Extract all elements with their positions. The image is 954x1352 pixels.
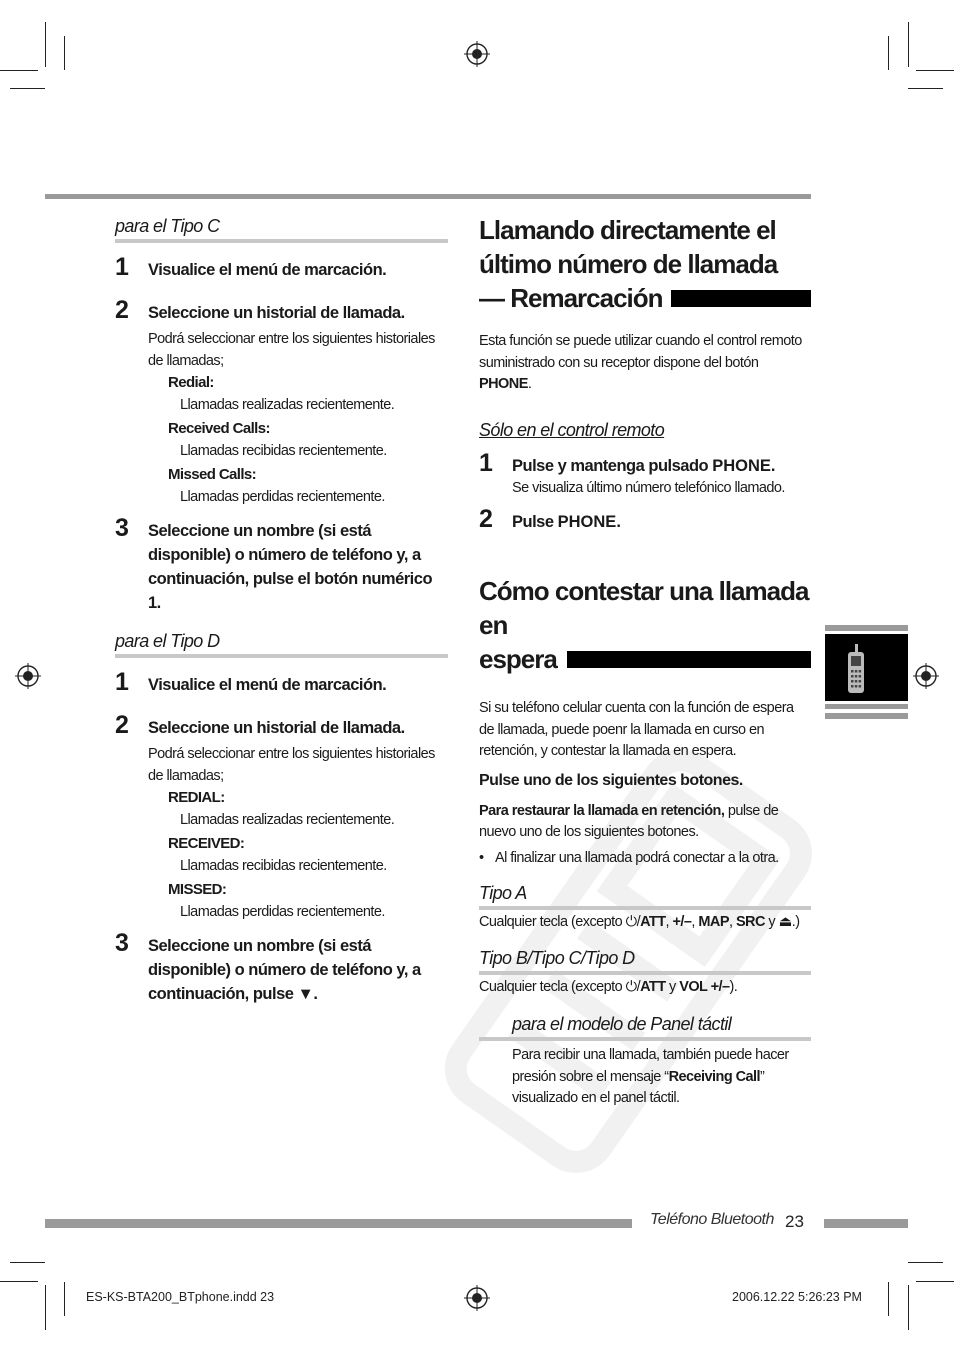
step-text: Seleccione un nombre (si está disponible) o número de teléfono y, a continuación, pulse ▼. bbox=[148, 937, 421, 1003]
option-desc: Llamadas realizadas recientemente. bbox=[180, 397, 395, 413]
step-text: Seleccione un nombre (si está disponible) o número de teléfono y, a continuación, pulse el botón numérico 1. bbox=[148, 522, 433, 612]
panel-text bbox=[479, 1045, 811, 1110]
tab-rule bbox=[825, 713, 908, 719]
page-number: 23 bbox=[785, 1212, 804, 1231]
step bbox=[115, 298, 448, 325]
section-tab bbox=[825, 625, 908, 720]
right-column bbox=[479, 213, 811, 1110]
footer-section-name: Teléfono Bluetooth bbox=[650, 1211, 774, 1228]
panel-block bbox=[479, 1014, 811, 1110]
option-desc: Llamadas recibidas recientemente. bbox=[180, 443, 387, 459]
subheading: Tipo A bbox=[479, 883, 527, 903]
key-label: ATT bbox=[640, 978, 666, 995]
registration-mark-icon bbox=[15, 663, 41, 689]
top-rule bbox=[45, 194, 811, 199]
step-body: Podrá seleccionar entre los siguientes historiales de llamadas; bbox=[148, 331, 435, 369]
option-item: Redial: Llamadas realizadas recientemente. bbox=[168, 372, 448, 416]
option-item: REDIAL: Llamadas realizadas recientemente. bbox=[168, 787, 448, 831]
tipo-a-block bbox=[479, 883, 811, 934]
option-desc: Llamadas perdidas recientemente. bbox=[180, 904, 385, 920]
option-desc: Llamadas perdidas recientemente. bbox=[180, 489, 385, 505]
title-line: último número de llamada bbox=[479, 249, 778, 279]
subheading: Tipo B/Tipo C/Tipo D bbox=[479, 947, 635, 968]
subheading-rule bbox=[479, 1037, 811, 1041]
bullet-dot: • bbox=[479, 849, 484, 866]
restore-rest: pulse de nuevo uno de los siguientes botones. bbox=[479, 802, 779, 840]
option-desc: Llamadas realizadas recientemente. bbox=[180, 812, 395, 828]
step bbox=[115, 670, 448, 697]
button-name: PHONE bbox=[479, 376, 528, 392]
step-number: 2 bbox=[115, 296, 129, 324]
subheading: Sólo en el control remoto bbox=[479, 419, 665, 440]
text: .) bbox=[791, 914, 800, 930]
section-title bbox=[479, 213, 811, 315]
tipo-a-text: Cualquier tecla (excepto ⏻/ATT, +/–, MAP, SRC y ⏏.) bbox=[479, 914, 800, 930]
eject-icon: ⏏ bbox=[778, 914, 792, 930]
subheading-rule bbox=[479, 971, 811, 975]
step-number: 2 bbox=[115, 711, 129, 739]
tab-block bbox=[825, 634, 908, 701]
bullet-text: Al finalizar una llamada podrá conectar a la otra. bbox=[495, 849, 779, 866]
title-line: Cómo contestar una llamada en bbox=[479, 576, 809, 640]
restore-bold: Para restaurar la llamada en retención, bbox=[479, 802, 725, 819]
title-line: espera bbox=[479, 644, 557, 674]
step-text: Seleccione un historial de llamada. bbox=[148, 719, 405, 737]
subheading-rule bbox=[115, 239, 448, 243]
step-number: 3 bbox=[115, 514, 129, 542]
step bbox=[115, 713, 448, 740]
left-column bbox=[115, 216, 448, 1006]
subheading-rule bbox=[479, 906, 811, 910]
option-desc: Llamadas recibidas recientemente. bbox=[180, 858, 387, 874]
section-call-waiting bbox=[479, 574, 811, 1110]
title-line: Llamando directamente el bbox=[479, 215, 776, 245]
tipo-c-section bbox=[115, 216, 448, 615]
text: Cualquier tecla (excepto bbox=[479, 978, 623, 995]
step-number: 1 bbox=[115, 668, 129, 696]
tipo-bcd-text bbox=[479, 977, 811, 999]
section-intro: Si su teléfono celular cuenta con la función de espera de llamada, puede poenr la llamada en curso en retención, y contestar la llamada en espera. bbox=[479, 700, 794, 759]
option-label: Redial bbox=[168, 374, 210, 391]
step-number: 2 bbox=[479, 505, 493, 533]
step-body: Se visualiza último número telefónico llamado. bbox=[512, 479, 785, 496]
text: ). bbox=[729, 978, 738, 995]
slug-file: ES-KS-BTA200_BTphone.indd 23 bbox=[86, 1290, 275, 1304]
footer-rule bbox=[45, 1219, 632, 1228]
step-text: Pulse bbox=[512, 513, 554, 531]
section-redial bbox=[479, 213, 811, 534]
option-label: MISSED bbox=[168, 881, 222, 898]
text: Cualquier tecla (excepto bbox=[479, 914, 623, 930]
step bbox=[115, 931, 448, 1006]
power-icon: ⏻/ bbox=[625, 914, 641, 930]
option-item: Missed Calls: Llamadas perdidas recientemente. bbox=[168, 464, 448, 508]
step-text: Visualice el menú de marcación. bbox=[148, 261, 387, 279]
option-list bbox=[168, 787, 448, 923]
option-label: Received Calls bbox=[168, 420, 266, 437]
step: 1 Pulse y mantenga pulsado PHONE. bbox=[479, 448, 776, 477]
lead-text: Pulse uno de los siguientes botones. bbox=[479, 771, 743, 789]
cell-phone-icon bbox=[845, 644, 867, 694]
title-bar bbox=[671, 290, 811, 307]
step bbox=[115, 516, 448, 615]
registration-mark-icon bbox=[913, 663, 939, 689]
step-text: Seleccione un historial de llamada. bbox=[148, 304, 405, 322]
intro-text: Esta función se puede utilizar cuando el control remoto suministrado con su receptor dispone del botón bbox=[479, 333, 802, 371]
subheading: para el modelo de Panel táctil bbox=[512, 1014, 732, 1034]
slug-date: 2006.12.22 5:26:23 PM bbox=[732, 1290, 862, 1304]
key-label: VOL +/– bbox=[679, 978, 730, 995]
registration-mark-icon bbox=[464, 1285, 490, 1311]
text: y bbox=[768, 914, 776, 930]
option-label: RECEIVED bbox=[168, 835, 240, 852]
option-label: Missed Calls bbox=[168, 466, 252, 483]
option-label: REDIAL bbox=[168, 789, 221, 806]
tipo-bcd-block bbox=[479, 948, 811, 999]
tab-rule bbox=[825, 625, 908, 631]
step-number: 3 bbox=[115, 929, 129, 957]
key-label: ATT bbox=[640, 914, 666, 930]
step-body: Podrá seleccionar entre los siguientes historiales de llamadas; bbox=[148, 746, 435, 784]
button-name: PHONE bbox=[712, 456, 771, 475]
footer-rule bbox=[824, 1219, 908, 1228]
subheading: para el Tipo C bbox=[115, 216, 220, 236]
tipo-d-section bbox=[115, 631, 448, 1006]
button-name: PHONE bbox=[557, 513, 617, 531]
restore-text bbox=[479, 801, 811, 844]
title-bar bbox=[567, 651, 811, 668]
key-label: MAP bbox=[698, 914, 729, 930]
step bbox=[115, 255, 448, 282]
section-intro: Esta función se puede utilizar cuando el control remoto suministrado con su receptor dispone del botón PHONE. bbox=[479, 333, 802, 392]
step-number: 1 bbox=[115, 253, 129, 281]
option-item: MISSED: Llamadas perdidas recientemente. bbox=[168, 879, 448, 923]
text: ” visualizado en el panel táctil. bbox=[512, 1068, 765, 1106]
bullet-item bbox=[479, 848, 811, 870]
subheading: para el Tipo D bbox=[115, 631, 220, 651]
step-text: Pulse y mantenga pulsado bbox=[512, 456, 709, 475]
key-label: +/– bbox=[672, 914, 692, 930]
option-list bbox=[168, 372, 448, 508]
tab-rule bbox=[825, 704, 908, 709]
display-message: Receiving Call bbox=[668, 1068, 760, 1085]
step-number: 1 bbox=[479, 448, 493, 477]
title-line: — Remarcación bbox=[479, 283, 663, 313]
text: y bbox=[669, 978, 676, 995]
key-label: SRC bbox=[735, 914, 765, 930]
section-title bbox=[479, 574, 811, 676]
registration-mark-icon bbox=[464, 41, 490, 67]
text: Para recibir una llamada, también puede hacer presión sobre el mensaje “ bbox=[512, 1047, 789, 1085]
option-item: Received Calls: Llamadas recibidas recientemente. bbox=[168, 418, 448, 462]
option-item: RECEIVED: Llamadas recibidas recientemente. bbox=[168, 833, 448, 877]
power-icon: ⏻/ bbox=[625, 978, 641, 995]
subheading-rule bbox=[115, 654, 448, 658]
step-text: Visualice el menú de marcación. bbox=[148, 676, 387, 694]
step: 2 Pulse PHONE. bbox=[479, 505, 621, 533]
